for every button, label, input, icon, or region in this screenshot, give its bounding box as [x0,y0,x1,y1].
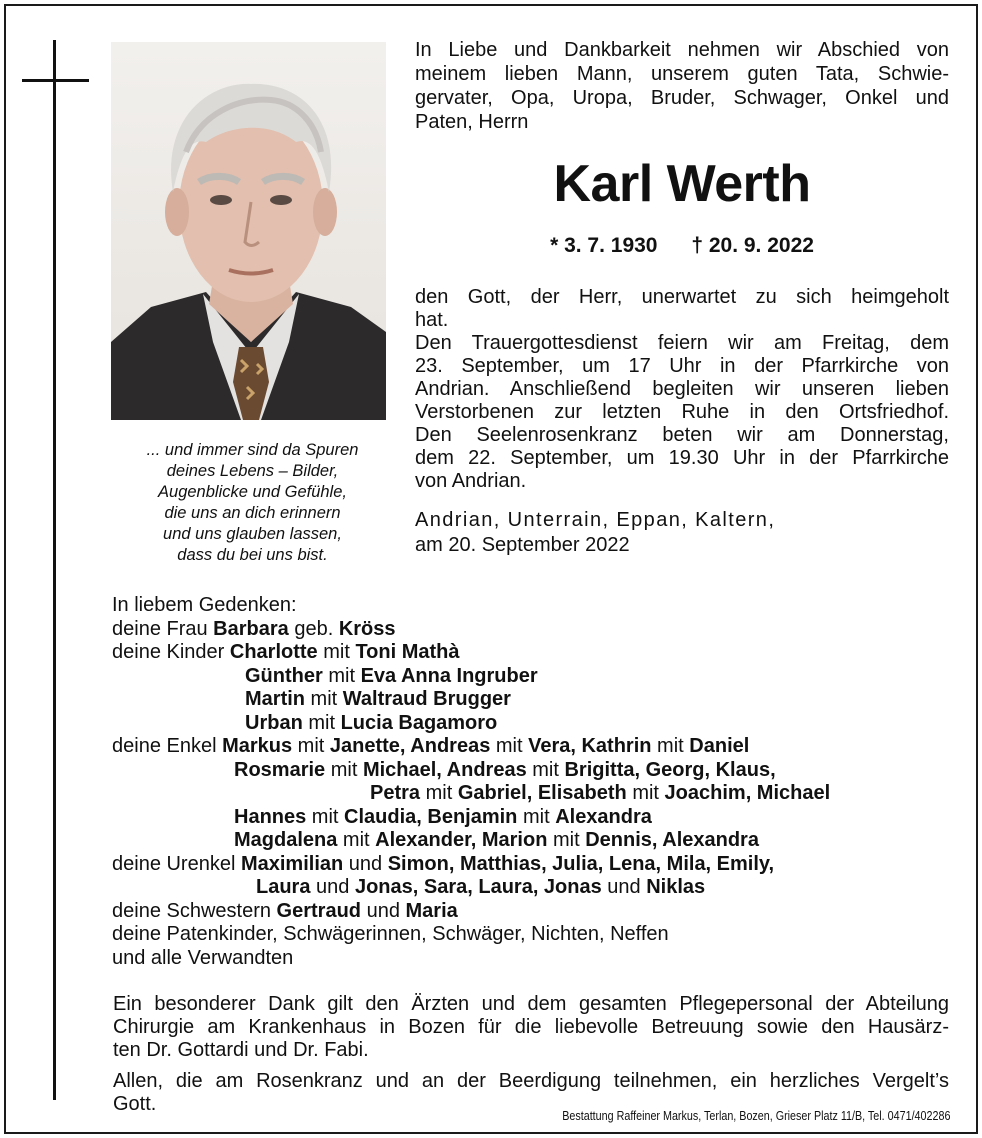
memorial-quote [111,440,394,566]
label: mit [651,735,690,757]
label: mit [517,805,556,828]
family-row-grandchildren [112,782,952,806]
name: Waltraud Brugger [342,688,511,710]
name: Dennis, Alexandra [585,829,759,851]
label: mit [305,688,343,710]
name: Claudia, Benjamin [344,805,518,828]
label: mit [292,735,330,757]
body-line: hat. [415,309,449,331]
family-heading: In liebem Gedenken: [112,594,297,616]
name: Joachim, Michael [664,782,831,804]
body-line: 23. September, um 17 Uhr in der Pfarrkirche von [415,355,949,377]
name: Rosmarie [234,758,326,781]
label: mit [337,829,376,851]
body-line: Den Seelenrosenkranz beten wir am Donnerstag, [415,424,949,446]
life-dates [415,232,949,260]
label: mit [317,641,356,663]
label: und [361,899,406,922]
label: und [601,876,647,898]
name: Kröss [338,617,396,640]
thanks-line: Gott. [113,1093,157,1115]
name: Urban [245,711,303,734]
announcement-date: am 20. September 2022 [415,534,630,556]
name: Barbara [213,617,289,640]
label: deine Frau [112,617,214,640]
intro-line: In Liebe und Dankbarkeit nehmen wir Abschied von [415,39,949,61]
name: Laura [256,876,311,898]
thanks-text [113,993,949,1116]
birth-date: * 3. 7. 1930 [550,234,658,257]
intro-text [415,38,949,134]
name: Vera, Kathrin [528,735,652,757]
family-row-children [112,712,952,736]
name: Simon, Matthias, Julia, Lena, Mila, Emily, [387,852,775,875]
family-row-children [112,688,952,712]
portrait-illustration [111,42,386,420]
name: Markus [222,735,293,757]
thanks-line: Chirurgie am Krankenhaus in Bozen für die liebevolle Betreuung sowie den Hausärz- [113,1016,949,1038]
name: Brigitta, Georg, Klaus, [564,758,776,781]
intro-line: gervater, Opa, Uropa, Bruder, Schwager, Onkel und [415,87,949,109]
name: Jonas, Sara, Laura, Jonas [354,876,602,898]
body-line: von Andrian. [415,470,527,492]
family-row-great-grandchildren [112,853,952,877]
name: Günther [245,664,323,687]
thanks-line: Allen, die am Rosenkranz und an der Beerdigung teilnehmen, ein herzliches Vergelt’s [113,1070,949,1092]
place-and-date [415,508,855,558]
name: Maria [405,899,458,922]
label: und [310,876,355,898]
family-row-grandchildren [112,806,952,830]
name: Gertraud [276,899,362,922]
label: deine Enkel [112,735,223,757]
label: geb. [288,617,339,640]
label: mit [526,758,565,781]
death-date: † 20. 9. 2022 [691,234,814,257]
intro-line: Paten, Herrn [415,111,529,133]
name: Alexander, Marion [375,829,548,851]
name: Charlotte [229,641,318,663]
thanks-line: ten Dr. Gottardi und Dr. Fabi. [113,1039,369,1061]
name: Michael, Andreas [362,758,527,781]
family-row-children [112,665,952,689]
body-line: dem 22. September, um 19.30 Uhr in der Pfarrkirche [415,447,949,469]
family-row-godchildren: deine Patenkinder, Schwägerinnen, Schwäger, Nichten, Neffen [112,923,669,945]
quote-line: ... und immer sind da Spuren [146,441,359,459]
label: und [343,852,388,875]
family-row-wife [112,618,952,642]
label: mit [420,782,458,804]
body-line: Verstorbenen zur letzten Ruhe in den Ortsfriedhof. [415,401,949,423]
portrait-photo [111,42,386,420]
label: deine Urenkel [112,852,241,875]
name: Hannes [234,805,307,828]
label: deine Schwestern [112,899,277,922]
family-row-great-grandchildren [112,876,952,900]
name: Toni Mathà [355,641,460,663]
announcement-text [415,286,949,493]
label: deine Kinder [112,641,230,663]
name: Janette, Andreas [329,735,491,757]
name: Gabriel, Elisabeth [457,782,627,804]
family-row-grandchildren [112,829,952,853]
name: Eva Anna Ingruber [360,664,538,687]
towns: Andrian, Unterrain, Eppan, Kaltern, [415,509,776,531]
thanks-line: Ein besonderer Dank gilt den Ärzten und dem gesamten Pflegepersonal der Abteilung [113,993,949,1015]
funeral-home-footer: Bestattung Raffeiner Markus, Terlan, Bozen, Grieser Platz 11/B, Tel. 0471/402286 [561,1109,950,1123]
family-row-grandchildren [112,759,952,783]
family-row-children [112,641,952,665]
label: mit [322,664,361,687]
quote-line: deines Lebens – Bilder, [166,462,339,480]
label: mit [302,711,341,734]
name: Martin [245,688,305,710]
body-line: Andrian. Anschließend begleiten wir unseren lieben [415,378,949,400]
label: mit [547,829,586,851]
family-row-grandchildren [112,735,952,759]
intro-line: meinem lieben Mann, unserem guten Tata, Schwie- [415,63,949,85]
family-row-relatives: und alle Verwandten [112,946,294,969]
label: mit [325,758,363,781]
name: Niklas [646,876,706,898]
cross-symbol-bar [22,79,89,82]
quote-line: dass du bei uns bist. [177,546,328,564]
family-row-sisters [112,900,952,924]
body-line: den Gott, der Herr, unerwartet zu sich heimgeholt [415,286,949,308]
body-line: Den Trauergottesdienst feiern wir am Freitag, dem [415,332,949,354]
deceased-name: Karl Werth [553,155,811,213]
name: Maximilian [240,852,344,875]
quote-line: Augenblicke und Gefühle, [158,483,347,501]
quote-line: und uns glauben lassen, [163,525,342,543]
quote-line: die uns an dich erinnern [164,504,341,522]
label: mit [626,782,665,804]
name: Petra [370,782,421,804]
name: Magdalena [234,829,338,851]
cross-symbol [53,40,56,1100]
label: mit [306,805,345,828]
label: mit [490,735,529,757]
name: Alexandra [555,805,652,828]
name: Daniel [689,735,750,757]
name: Lucia Bagamoro [340,711,498,734]
family-list [112,594,952,970]
